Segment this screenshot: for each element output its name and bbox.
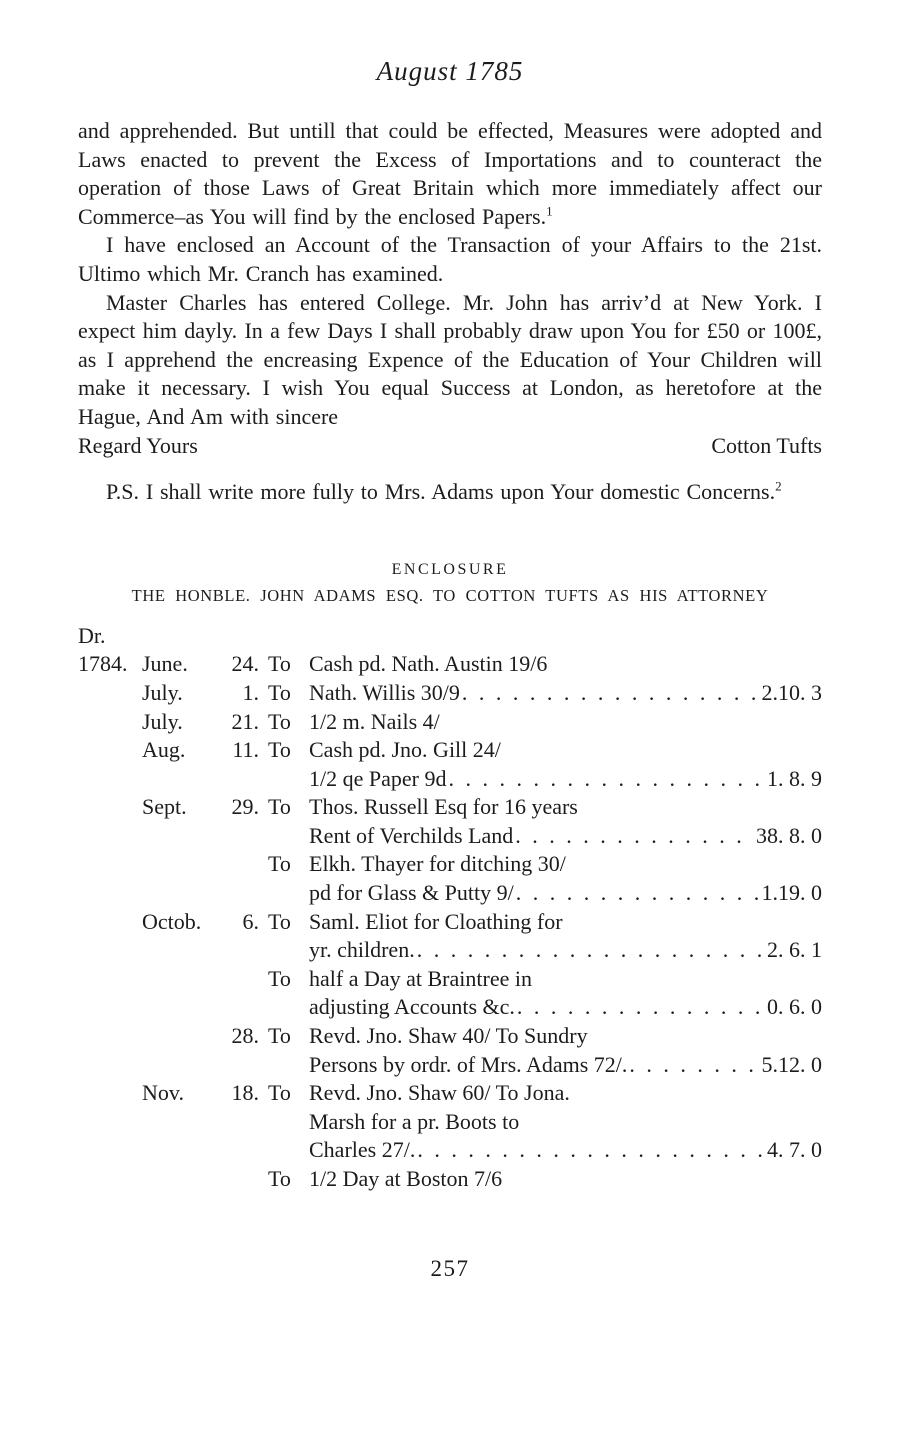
to-cell: To [268, 708, 291, 734]
to-cell: To [268, 737, 291, 763]
enclosure-section [78, 561, 822, 1194]
ledger-row [78, 1022, 822, 1051]
amount-cell: 0. 6. 0 [767, 994, 822, 1020]
paragraph-1-text: and apprehended. But untill that could be effected, Measures were adopted and Laws enacted to prevent the Excess of Importations and to counteract the operation of those Laws of Great Britain which more immediately affect our Commerce–as You will find by the enclosed Papers. [78, 118, 822, 229]
paragraph-3-text: Master Charles has entered College. Mr. John has arriv’d at New York. I expect him dayly. In a few Days I shall probably draw upon You for £50 or 100£, as I apprehend the encreasing Expence of the Education of Your Children will make it necessary. I wish You equal Success at London, as heretofore at the Hague, And Am with sincere [78, 289, 822, 429]
ledger-row [78, 1079, 822, 1108]
to-cell: To [268, 851, 291, 877]
paragraph-2 [78, 231, 822, 288]
paragraph-1 [78, 117, 822, 231]
footnote-ref-1: 1 [546, 203, 553, 219]
leader-dots [629, 1051, 757, 1080]
desc-cell: Marsh for a pr. Boots to [309, 1108, 520, 1134]
desc-cell: yr. children. [309, 937, 415, 963]
ledger-row [78, 708, 822, 737]
ledger-row [78, 993, 822, 1022]
leader-dots [515, 822, 752, 851]
ledger-row [78, 1136, 822, 1165]
day-cell: 28. [231, 1023, 259, 1049]
ledger-row [78, 965, 822, 994]
amount-cell: 5.12. 0 [761, 1051, 822, 1077]
desc-cell: Thos. Russell Esq for 16 years [309, 794, 578, 820]
to-cell: To [268, 965, 291, 991]
desc-cell: Elkh. Thayer for ditching 30/ [309, 851, 566, 877]
desc-cell: 1/2 Day at Boston 7/6 [309, 1166, 503, 1191]
ledger-row [78, 822, 822, 851]
desc-cell: 1/2 m. Nails 4/ [309, 708, 440, 734]
amount-cell: 2.10. 3 [761, 679, 822, 705]
to-cell: To [268, 1080, 291, 1106]
ledger-row [78, 765, 822, 794]
desc-cell: Charles 27/. [309, 1137, 416, 1163]
signature: Cotton Tufts [711, 432, 822, 458]
leader-dots [516, 879, 758, 908]
ledger-row [78, 679, 822, 708]
day-cell: 29. [231, 794, 259, 820]
month-cell: Aug. [142, 737, 186, 763]
debit-label: Dr. [78, 622, 106, 648]
to-cell: To [268, 651, 291, 677]
to-cell: To [268, 1023, 291, 1049]
month-cell: June. [142, 651, 188, 677]
leader-dots [462, 679, 758, 708]
ledger-row [78, 908, 822, 937]
paragraph-2-text: I have enclosed an Account of the Transaction of your Affairs to the 21st. Ultimo which Mr. Cranch has examined. [78, 232, 822, 286]
ledger-row [78, 650, 822, 679]
account-ledger [78, 650, 822, 1193]
desc-cell: adjusting Accounts &c. [309, 994, 515, 1020]
desc-cell: Persons by ordr. of Mrs. Adams 72/. [309, 1051, 628, 1077]
ledger-row [78, 936, 822, 965]
ledger-row [78, 1051, 822, 1080]
day-cell: 24. [231, 651, 259, 677]
month-cell: July. [142, 679, 183, 705]
amount-cell: 1.19. 0 [761, 880, 822, 906]
leader-dots [448, 765, 763, 794]
ledger-row [78, 1108, 822, 1137]
enclosure-subheading: THE HONBLE. JOHN ADAMS ESQ. TO COTTON TUFTS AS HIS ATTORNEY [131, 585, 769, 605]
desc-cell: 1/2 qe Paper 9d [309, 765, 447, 791]
leader-dots [417, 936, 763, 965]
enclosure-heading: ENCLOSURE [391, 560, 509, 578]
desc-cell: half a Day at Braintree in [309, 965, 532, 991]
to-cell: To [268, 679, 291, 705]
ledger-row [78, 793, 822, 822]
desc-cell: Revd. Jno. Shaw 60/ To Jona. [309, 1080, 570, 1106]
to-cell: To [268, 908, 291, 934]
desc-cell: Cash pd. Nath. Austin 19/6 [309, 651, 548, 677]
letter-body [78, 117, 822, 507]
paragraph-3 [78, 289, 822, 432]
amount-cell: 38. 8. 0 [756, 822, 822, 848]
closing-text: Regard Yours [78, 432, 198, 458]
amount-cell: 4. 7. 0 [767, 1137, 822, 1163]
month-cell: Sept. [142, 794, 187, 820]
month-cell: July. [142, 708, 183, 734]
page-number: 257 [430, 1255, 470, 1281]
desc-cell: Rent of Verchilds Land [309, 822, 514, 848]
desc-cell: Cash pd. Jno. Gill 24/ [309, 737, 501, 763]
to-cell: To [268, 1166, 291, 1191]
amount-cell: 2. 6. 1 [767, 937, 822, 963]
desc-cell: Nath. Willis 30/9 [309, 679, 460, 705]
day-cell: 11. [232, 737, 259, 763]
year-cell: 1784. [78, 651, 128, 677]
day-cell: 18. [231, 1080, 259, 1106]
month-cell: Octob. [142, 908, 202, 934]
to-cell: To [268, 794, 291, 820]
running-head: August 1785 [376, 56, 524, 86]
desc-cell: Revd. Jno. Shaw 40/ To Sundry [309, 1023, 588, 1049]
desc-cell: pd for Glass & Putty 9/ [309, 880, 514, 906]
day-cell: 1. [242, 679, 259, 705]
footnote-ref-2: 2 [775, 478, 782, 494]
ledger-row [78, 879, 822, 908]
ledger-row [78, 850, 822, 879]
desc-cell: Saml. Eliot for Cloathing for [309, 908, 563, 934]
closing-line [78, 432, 822, 461]
month-cell: Nov. [142, 1080, 184, 1106]
day-cell: 6. [242, 908, 259, 934]
day-cell: 21. [231, 708, 259, 734]
ledger-row [78, 1165, 822, 1194]
leader-dots [417, 1136, 763, 1165]
leader-dots [517, 993, 763, 1022]
amount-cell: 1. 8. 9 [767, 765, 822, 791]
postscript-text: P.S. I shall write more fully to Mrs. Adams upon Your domestic Concerns. [106, 479, 776, 505]
ledger-row [78, 736, 822, 765]
postscript [78, 478, 822, 507]
